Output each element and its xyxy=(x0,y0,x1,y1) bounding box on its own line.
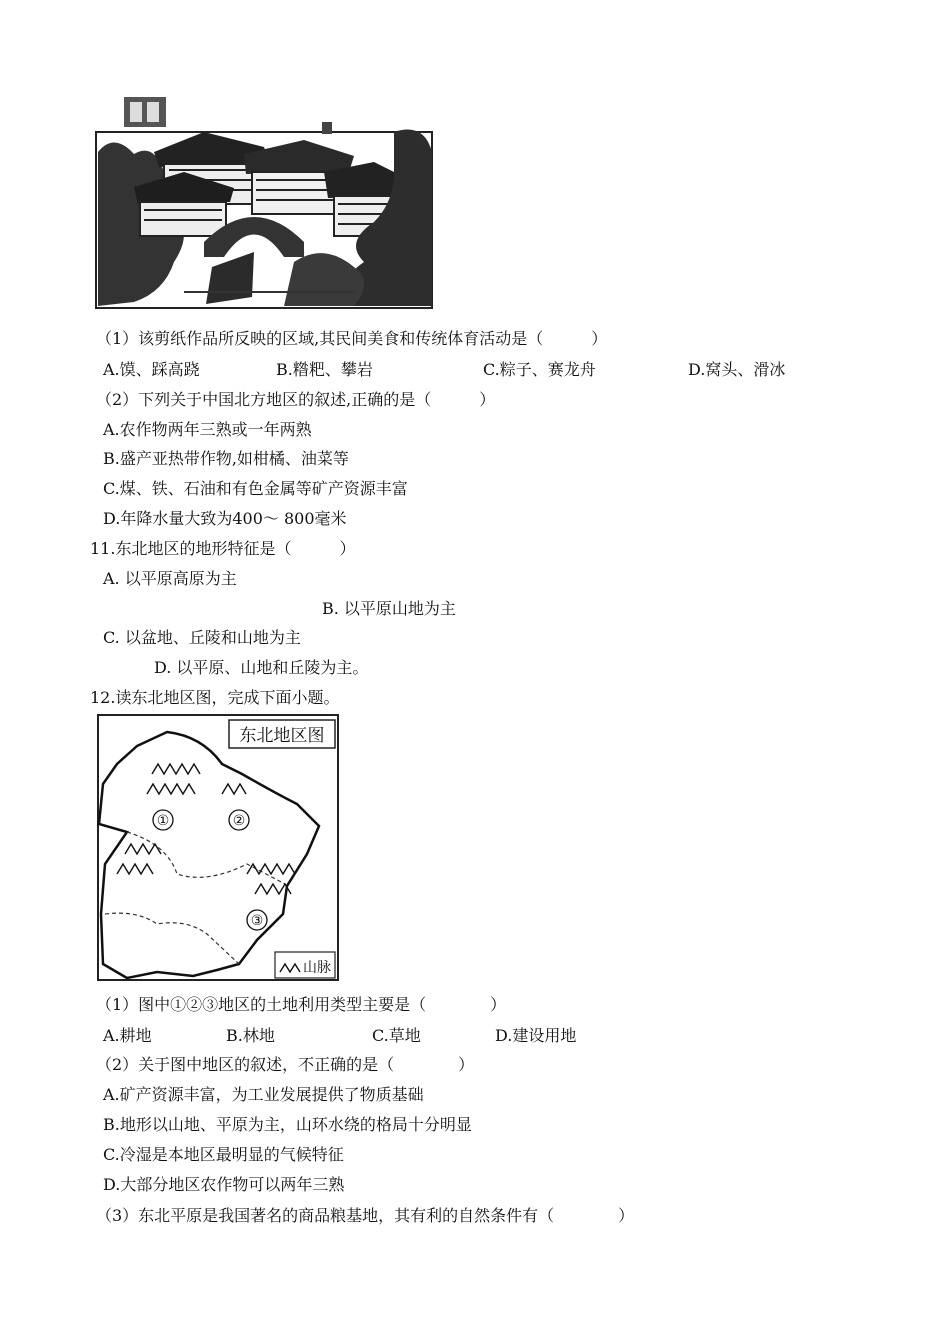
q11-option-a[interactable]: A. 以平原高原为主 xyxy=(103,569,237,588)
q12-sub2-option-a[interactable]: A.矿产资源丰富，为工业发展提供了物质基础 xyxy=(103,1085,424,1104)
q10-sub1-option-b[interactable]: B.糌粑、攀岩 xyxy=(276,360,373,379)
q11-option-c[interactable]: C. 以盆地、丘陵和山地为主 xyxy=(103,628,301,647)
q12-sub2-stem: （2）关于图中地区的叙述，不正确的是（ ） xyxy=(96,1055,475,1074)
q12-sub2-option-b[interactable]: B.地形以山地、平原为主，山环水绕的格局十分明显 xyxy=(103,1115,472,1134)
q10-sub1-option-d[interactable]: D.窝头、滑冰 xyxy=(688,360,786,379)
map-marker-2: ② xyxy=(232,813,246,829)
q11-stem: 11.东北地区的地形特征是（ ） xyxy=(90,539,356,558)
map-marker-3: ③ xyxy=(250,913,264,929)
q12-sub1-stem: （1）图中①②③地区的土地利用类型主要是（ ） xyxy=(96,995,507,1014)
q12-sub1-option-a[interactable]: A.耕地 xyxy=(103,1026,152,1045)
q12-sub1-option-d[interactable]: D.建设用地 xyxy=(495,1026,577,1045)
map-marker-1: ① xyxy=(156,813,170,829)
q10-sub2-option-d[interactable]: D.年降水量大致为400～ 800毫米 xyxy=(103,509,347,528)
q12-sub1-option-b[interactable]: B.林地 xyxy=(226,1026,275,1045)
q10-sub1-option-c[interactable]: C.粽子、赛龙舟 xyxy=(483,360,596,379)
q10-sub2-option-a[interactable]: A.农作物两年三熟或一年两熟 xyxy=(103,420,312,439)
q12-sub1-option-c[interactable]: C.草地 xyxy=(372,1026,421,1045)
q10-sub2-option-c[interactable]: C.煤、铁、石油和有色金属等矿产资源丰富 xyxy=(103,479,408,498)
q11-option-b[interactable]: B. 以平原山地为主 xyxy=(322,599,456,618)
q11-option-d[interactable]: D. 以平原、山地和丘陵为主。 xyxy=(154,658,369,677)
northeast-map xyxy=(97,714,340,982)
map-title: 东北地区图 xyxy=(239,726,325,745)
map-legend-label: 山脉 xyxy=(303,961,331,976)
q10-sub1-stem: （1）该剪纸作品所反映的区域,其民间美食和传统体育活动是（ ） xyxy=(96,329,608,348)
q10-sub1-option-a[interactable]: A.馍、踩高跷 xyxy=(103,360,200,379)
q12-sub3-stem: （3）东北平原是我国著名的商品粮基地，其有利的自然条件有（ ） xyxy=(96,1206,635,1225)
paper-cut-image xyxy=(94,92,435,310)
q12-sub2-option-c[interactable]: C.冷湿是本地区最明显的气候特征 xyxy=(103,1145,344,1164)
q12-sub2-option-d[interactable]: D.大部分地区农作物可以两年三熟 xyxy=(103,1175,345,1194)
q10-sub2-option-b[interactable]: B.盛产亚热带作物,如柑橘、油菜等 xyxy=(103,449,349,468)
q10-sub2-stem: （2）下列关于中国北方地区的叙述,正确的是（ ） xyxy=(96,390,496,409)
q12-stem: 12.读东北地区图，完成下面小题。 xyxy=(90,688,340,707)
